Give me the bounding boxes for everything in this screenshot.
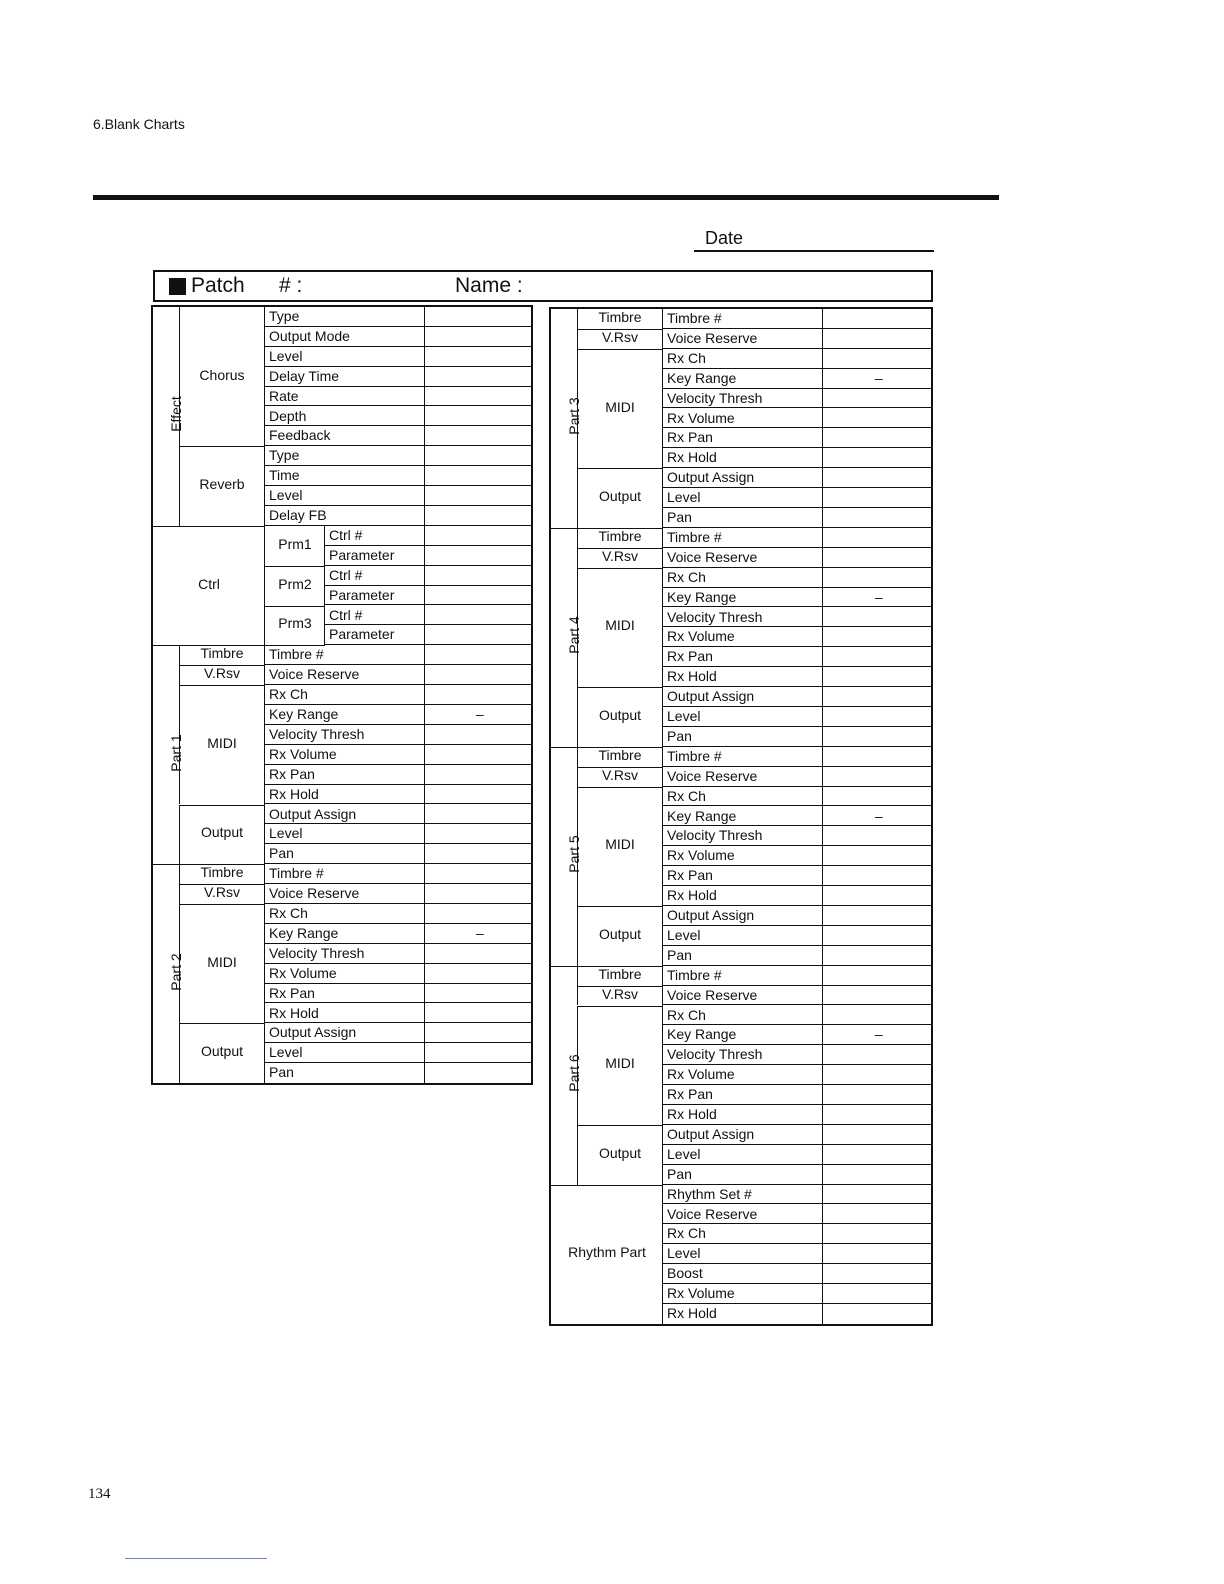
chorus-param: Level (265, 347, 425, 367)
group-divider (179, 1023, 180, 1083)
group-divider (577, 906, 663, 907)
part2-vrsv-param: Voice Reserve (265, 884, 425, 904)
part1-output-param: Output Assign (265, 805, 425, 825)
chorus-param: Type (265, 307, 425, 327)
patch-label: Patch (191, 274, 245, 297)
value-cell[interactable] (425, 785, 531, 805)
part4-vrsv-param: Voice Reserve (663, 548, 823, 568)
value-cell[interactable] (425, 307, 531, 327)
part5-vrsv-param: Voice Reserve (663, 767, 823, 787)
part5-output-param: Pan (663, 946, 823, 966)
part5-midi-param: Velocity Thresh (663, 826, 823, 846)
value-cell[interactable] (823, 588, 931, 608)
group-divider (179, 446, 265, 447)
value-cell[interactable] (425, 904, 531, 924)
part2-midi-param: Rx Volume (265, 964, 425, 984)
reverb-param: Level (265, 486, 425, 506)
value-cell[interactable] (823, 1284, 931, 1304)
value-cell[interactable] (823, 1006, 931, 1026)
group-divider (577, 747, 578, 767)
part6-output-param: Pan (663, 1165, 823, 1185)
group-midi: MIDI (207, 953, 237, 970)
value-cell[interactable] (425, 446, 531, 466)
part4-midi-param: Velocity Thresh (663, 608, 823, 628)
value-cell[interactable] (425, 705, 531, 725)
rhythm-param: Rx Ch (663, 1224, 823, 1244)
value-cell[interactable] (425, 984, 531, 1004)
value-cell[interactable] (823, 1224, 931, 1244)
value-cell[interactable] (823, 468, 931, 488)
value-cell[interactable] (425, 606, 531, 626)
group-divider (577, 309, 578, 329)
group-vrsv: V.Rsv (601, 985, 639, 1002)
group-divider (577, 349, 663, 350)
part1-midi-param: Rx Pan (265, 765, 425, 785)
value-cell[interactable] (823, 826, 931, 846)
group-output: Output (598, 925, 642, 942)
value-cell[interactable] (425, 665, 531, 685)
group-divider (179, 864, 180, 884)
part4-output-param: Pan (663, 727, 823, 747)
part6-midi-param: Rx Ch (663, 1006, 823, 1026)
ctrl-sub-param: Parameter (325, 586, 425, 606)
value-cell[interactable] (823, 767, 931, 787)
date-label: Date (705, 228, 744, 248)
value-cell[interactable] (823, 886, 931, 906)
part6-vrsv-param: Voice Reserve (663, 986, 823, 1006)
section-divider (153, 526, 265, 527)
ctrl-sub-param: Parameter (325, 625, 425, 645)
value-cell[interactable] (823, 727, 931, 747)
chorus-param: Delay Time (265, 367, 425, 387)
patch-name-label: Name : (455, 274, 523, 297)
right-chart-table (549, 307, 933, 1326)
part5-output-param: Level (663, 926, 823, 946)
value-cell[interactable] (823, 329, 931, 349)
group-divider (577, 767, 578, 787)
group-timbre: Timbre (200, 645, 244, 662)
group-output: Output (200, 1043, 244, 1060)
group-midi: MIDI (605, 1055, 635, 1072)
value-cell[interactable] (823, 1045, 931, 1065)
group-divider (577, 986, 578, 1006)
value-cell[interactable] (823, 508, 931, 528)
group-timbre: Timbre (598, 308, 642, 325)
section-part6: Part 6 (566, 1054, 582, 1092)
value-cell[interactable] (823, 389, 931, 409)
part1-midi-param: Rx Hold (265, 785, 425, 805)
group-divider (577, 548, 578, 568)
range-dash: – (874, 807, 883, 824)
part4-timbre-param: Timbre # (663, 528, 823, 548)
value-cell[interactable] (425, 387, 531, 407)
part4-midi-param: Rx Pan (663, 647, 823, 667)
part2-midi-param: Rx Ch (265, 904, 425, 924)
prm-divider (324, 526, 325, 645)
part2-midi-param: Rx Hold (265, 1004, 425, 1024)
value-cell[interactable] (425, 944, 531, 964)
group-divider (577, 329, 578, 349)
part3-output-param: Level (663, 488, 823, 508)
ctrl-sub-param: Parameter (325, 546, 425, 566)
chorus-param: Feedback (265, 426, 425, 446)
value-cell[interactable] (823, 966, 931, 986)
group-divider (179, 685, 265, 686)
group-vrsv: V.Rsv (203, 665, 241, 682)
group-rhythm-part: Rhythm Part (568, 1244, 646, 1261)
part3-midi-param: Key Range (663, 369, 823, 389)
part1-output-param: Pan (265, 844, 425, 864)
group-output: Output (598, 706, 642, 723)
value-cell[interactable] (425, 486, 531, 506)
value-cell[interactable] (823, 309, 931, 329)
group-timbre: Timbre (200, 864, 244, 881)
part2-output-param: Output Assign (265, 1023, 425, 1043)
patch-square-icon (169, 278, 186, 295)
value-cell[interactable] (823, 687, 931, 707)
page-number: 134 (88, 1486, 111, 1502)
rhythm-param: Rx Hold (667, 1305, 717, 1321)
footer-line (125, 1558, 267, 1559)
value-cell[interactable] (425, 1004, 531, 1024)
value-cell[interactable] (823, 846, 931, 866)
part2-midi-param: Rx Pan (265, 984, 425, 1004)
group-vrsv: V.Rsv (601, 328, 639, 345)
ctrl-sub-param: Ctrl # (325, 606, 425, 626)
value-cell[interactable] (425, 725, 531, 745)
group-vrsv: V.Rsv (601, 766, 639, 783)
group-reverb: Reverb (199, 476, 245, 493)
range-dash: – (874, 588, 883, 605)
part6-midi-param: Rx Hold (663, 1105, 823, 1125)
part6-output-param: Output Assign (663, 1125, 823, 1145)
value-cell[interactable] (425, 426, 531, 446)
group-divider (179, 665, 180, 685)
part1-midi-param: Rx Ch (265, 685, 425, 705)
group-vrsv: V.Rsv (601, 547, 639, 564)
value-cell[interactable] (823, 1165, 931, 1185)
rhythm-param: Boost (663, 1264, 823, 1284)
value-cell[interactable] (425, 1023, 531, 1043)
top-rule (93, 195, 999, 200)
value-cell[interactable] (425, 685, 531, 705)
value-cell[interactable] (425, 1063, 531, 1083)
group-divider (179, 645, 180, 665)
section-divider (153, 864, 265, 865)
part6-midi-param: Velocity Thresh (663, 1045, 823, 1065)
value-cell[interactable] (823, 807, 931, 827)
patch-bar (153, 270, 933, 302)
part5-midi-param: Rx Volume (663, 846, 823, 866)
group-ctrl: Ctrl (198, 575, 220, 592)
value-cell[interactable] (823, 369, 931, 389)
range-dash: – (475, 706, 484, 722)
part6-output-param: Level (663, 1145, 823, 1165)
value-cell[interactable] (425, 844, 531, 864)
value-cell[interactable] (823, 926, 931, 946)
value-cell[interactable] (823, 1025, 931, 1045)
group-vrsv: V.Rsv (203, 884, 241, 901)
group-output: Output (598, 1144, 642, 1161)
group-divider (577, 687, 578, 747)
group-divider (179, 805, 180, 865)
value-cell[interactable] (823, 1304, 931, 1324)
group-timbre: Timbre (598, 965, 642, 982)
part2-midi-param: Velocity Thresh (265, 944, 425, 964)
value-cell[interactable] (425, 625, 531, 645)
rhythm-param: Rx Volume (663, 1284, 823, 1304)
value-cell[interactable] (425, 745, 531, 765)
value-cell[interactable] (823, 986, 931, 1006)
date-field-line[interactable] (694, 250, 934, 252)
value-cell[interactable] (823, 349, 931, 369)
patch-number-label: # : (279, 274, 303, 297)
group-divider (179, 904, 265, 905)
part6-midi-param: Rx Pan (663, 1085, 823, 1105)
part6-midi-param: Key Range (663, 1025, 823, 1045)
chorus-param: Rate (265, 387, 425, 407)
value-cell[interactable] (823, 428, 931, 448)
part6-midi-param: Rx Volume (663, 1065, 823, 1085)
part5-midi-param: Rx Ch (663, 787, 823, 807)
value-cell[interactable] (823, 1105, 931, 1125)
group-output: Output (598, 488, 642, 505)
group-divider (577, 1125, 663, 1126)
value-cell[interactable] (425, 506, 531, 526)
value-cell[interactable] (425, 526, 531, 546)
range-dash: – (874, 1026, 883, 1043)
group-divider (179, 1083, 265, 1084)
part3-midi-param: Rx Pan (663, 428, 823, 448)
value-cell[interactable] (823, 1244, 931, 1264)
value-cell[interactable] (823, 488, 931, 508)
group-divider (577, 528, 578, 548)
value-cell[interactable] (425, 805, 531, 825)
value-cell[interactable] (823, 528, 931, 548)
value-cell[interactable] (425, 645, 531, 665)
part2-midi-param: Key Range (265, 924, 425, 944)
value-cell[interactable] (823, 906, 931, 926)
section-divider (551, 528, 663, 529)
part2-timbre-param: Timbre # (265, 864, 425, 884)
part1-midi-param: Key Range (265, 705, 425, 725)
value-cell[interactable] (425, 566, 531, 586)
value-cell[interactable] (425, 824, 531, 844)
part1-midi-param: Rx Volume (265, 745, 425, 765)
part5-midi-param: Rx Pan (663, 866, 823, 886)
part3-vrsv-param: Voice Reserve (663, 329, 823, 349)
group-midi: MIDI (605, 836, 635, 853)
value-cell[interactable] (425, 884, 531, 904)
group-midi: MIDI (207, 734, 237, 751)
ctrl-prm-label: Prm2 (278, 575, 312, 592)
group-divider (179, 446, 180, 526)
group-divider (577, 468, 663, 469)
value-cell[interactable] (823, 627, 931, 647)
range-dash: – (874, 369, 883, 386)
section-part5: Part 5 (566, 835, 582, 873)
group-divider (179, 884, 180, 904)
part4-midi-param: Key Range (663, 588, 823, 608)
value-cell[interactable] (823, 409, 931, 429)
part4-midi-param: Rx Hold (663, 667, 823, 687)
value-cell[interactable] (823, 548, 931, 568)
value-cell[interactable] (823, 448, 931, 468)
section-header: 6.Blank Charts (93, 116, 185, 132)
value-cell[interactable] (823, 1085, 931, 1105)
value-cell[interactable] (425, 466, 531, 486)
part3-output-param: Output Assign (663, 468, 823, 488)
part5-timbre-param: Timbre # (663, 747, 823, 767)
prm-divider (265, 566, 325, 567)
group-timbre: Timbre (598, 746, 642, 763)
group-timbre: Timbre (598, 527, 642, 544)
value-cell[interactable] (823, 568, 931, 588)
value-cell[interactable] (823, 866, 931, 886)
part2-output-param: Level (265, 1043, 425, 1063)
group-divider (179, 805, 265, 806)
left-chart-table (151, 305, 533, 1085)
value-cell[interactable] (425, 924, 531, 944)
section-effect: Effect (168, 396, 184, 433)
part3-midi-param: Rx Ch (663, 349, 823, 369)
section-part3: Part 3 (566, 397, 582, 436)
part5-midi-param: Rx Hold (663, 886, 823, 906)
ctrl-sub-param: Ctrl # (325, 566, 425, 586)
ctrl-prm-label: Prm3 (278, 615, 312, 632)
value-cell[interactable] (823, 1125, 931, 1145)
part1-midi-param: Velocity Thresh (265, 725, 425, 745)
rhythm-param: Voice Reserve (663, 1205, 823, 1225)
ctrl-prm-label: Prm1 (278, 535, 312, 552)
section-part1: Part 1 (168, 734, 184, 772)
value-cell[interactable] (823, 1185, 931, 1205)
group-divider (577, 568, 663, 569)
prm-divider (265, 645, 325, 646)
part4-midi-param: Rx Ch (663, 568, 823, 588)
section-divider (551, 1185, 663, 1186)
reverb-param: Delay FB (265, 506, 425, 526)
value-cell[interactable] (823, 1065, 931, 1085)
group-divider (577, 787, 663, 788)
group-divider (577, 966, 578, 986)
group-divider (577, 687, 663, 688)
value-cell[interactable] (425, 765, 531, 785)
reverb-param: Time (265, 466, 425, 486)
part3-midi-param: Rx Volume (663, 409, 823, 429)
part2-output-param: Pan (269, 1064, 294, 1081)
value-cell[interactable] (425, 407, 531, 427)
value-cell[interactable] (823, 747, 931, 767)
value-cell[interactable] (823, 1205, 931, 1225)
reverb-param: Type (265, 446, 425, 466)
group-output: Output (200, 824, 244, 841)
chorus-param: Output Mode (265, 327, 425, 347)
value-cell[interactable] (425, 347, 531, 367)
group-divider (577, 468, 578, 528)
value-cell[interactable] (823, 608, 931, 628)
value-cell[interactable] (823, 787, 931, 807)
value-cell[interactable] (425, 327, 531, 347)
value-cell[interactable] (823, 647, 931, 667)
ctrl-sub-param: Ctrl # (325, 526, 425, 546)
part3-midi-param: Rx Hold (663, 448, 823, 468)
part5-midi-param: Key Range (663, 807, 823, 827)
group-midi: MIDI (605, 398, 635, 415)
part4-output-param: Output Assign (663, 687, 823, 707)
section-divider (551, 966, 663, 967)
part3-midi-param: Velocity Thresh (663, 389, 823, 409)
part4-midi-param: Rx Volume (663, 627, 823, 647)
chorus-param: Depth (265, 407, 425, 427)
rhythm-param: Rhythm Set # (663, 1185, 823, 1205)
value-cell[interactable] (823, 946, 931, 966)
value-cell[interactable] (425, 546, 531, 566)
value-cell[interactable] (425, 1043, 531, 1063)
value-cell[interactable] (823, 1264, 931, 1284)
group-divider (577, 906, 578, 966)
value-cell[interactable] (425, 367, 531, 387)
part4-output-param: Level (663, 707, 823, 727)
part3-timbre-param: Timbre # (663, 309, 823, 329)
value-cell[interactable] (823, 667, 931, 687)
group-midi: MIDI (605, 617, 635, 634)
part5-output-param: Output Assign (663, 906, 823, 926)
part1-timbre-param: Timbre # (265, 645, 425, 665)
value-cell[interactable] (425, 864, 531, 884)
section-part2: Part 2 (168, 952, 184, 991)
section-part4: Part 4 (566, 616, 582, 655)
range-dash: – (475, 924, 484, 941)
value-cell[interactable] (425, 964, 531, 984)
part1-output-param: Level (265, 824, 425, 844)
part1-vrsv-param: Voice Reserve (265, 665, 425, 685)
group-chorus: Chorus (199, 366, 245, 383)
part6-timbre-param: Timbre # (663, 966, 823, 986)
group-divider (179, 1023, 265, 1024)
prm-divider (265, 606, 325, 607)
group-divider (577, 1006, 663, 1007)
part3-output-param: Pan (663, 508, 823, 528)
value-cell[interactable] (425, 586, 531, 606)
value-cell[interactable] (823, 707, 931, 727)
rhythm-param: Level (663, 1244, 823, 1264)
group-divider (577, 1125, 578, 1185)
section-divider (551, 747, 663, 748)
value-cell[interactable] (823, 1145, 931, 1165)
